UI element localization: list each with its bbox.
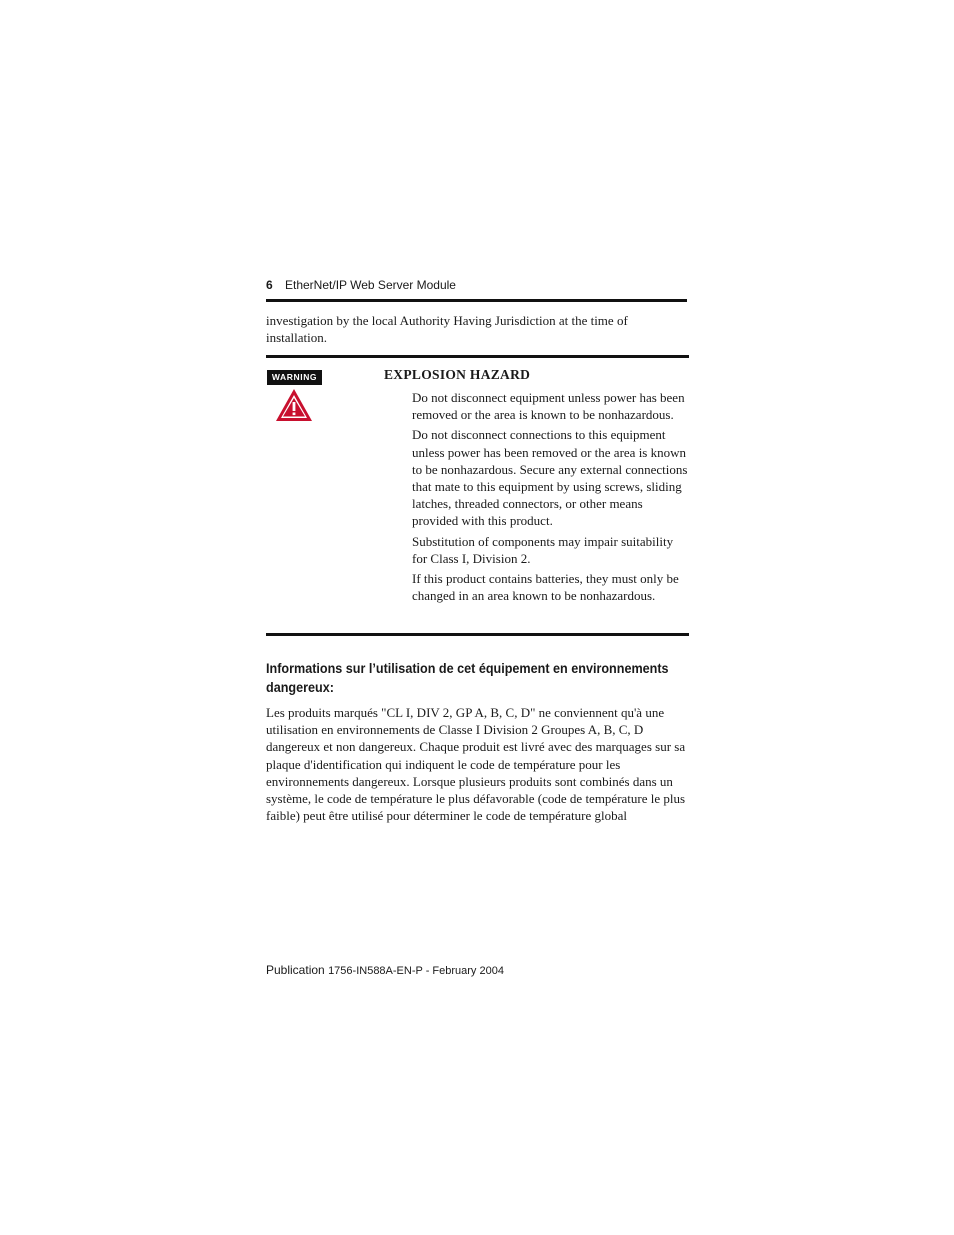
- warning-bottom-rule: [266, 633, 689, 636]
- warning-badge: WARNING: [267, 370, 322, 385]
- hazard-paragraph: Do not disconnect equipment unless power has been removed or the area is known to be nonhazardous.: [412, 390, 685, 423]
- footer: [266, 962, 504, 979]
- hazard-body: [412, 389, 688, 607]
- section-paragraph: Les produits marqués "CL I, DIV 2, GP A, B, C, D" ne conviennent qu'à une utilisation en environnements de Classe I Division 2 Groupes A, B, C, D dangereux et non dangereux. Chaque produit est livré avec des marquages sur sa plaque d'identification qui indiquent le code de température pour les environnements dangereux. Lorsque plusieurs produits sont combinés dans un système, le code de température le plus défavorable (code de température le plus faible) peut être utilisé pour déterminer le code de température global: [266, 705, 686, 824]
- footer-label: Publication: [266, 963, 325, 977]
- hazard-title: EXPLOSION HAZARD: [384, 367, 531, 382]
- document-title: EtherNet/IP Web Server Module: [285, 278, 456, 292]
- section-body: [266, 704, 688, 824]
- intro-paragraph: investigation by the local Authority Having Jurisdiction at the time of installation.: [266, 313, 628, 345]
- running-header: [266, 277, 688, 293]
- hazard-paragraph: Substitution of components may impair suitability for Class I, Division 2.: [412, 533, 674, 566]
- warning-top-rule: [266, 355, 689, 358]
- page-number: 6: [266, 278, 273, 292]
- hazard-paragraph: If this product contains batteries, they must only be changed in an area known to be nonhazardous.: [412, 571, 679, 604]
- header-rule: [266, 299, 687, 302]
- warning-triangle-icon: [275, 388, 313, 422]
- section-heading: Informations sur l’utilisation de cet équipement en environnements dangereux:: [266, 660, 669, 695]
- publication-number: 1756-IN588A-EN-P - February 2004: [328, 965, 504, 977]
- hazard-paragraph: Do not disconnect connections to this equipment unless power has been removed or the area is known to be nonhazardous. Secure any external connections that mate to this equipment by using screws, sliding latches, threaded connectors, or other means provided with this product.: [412, 427, 688, 529]
